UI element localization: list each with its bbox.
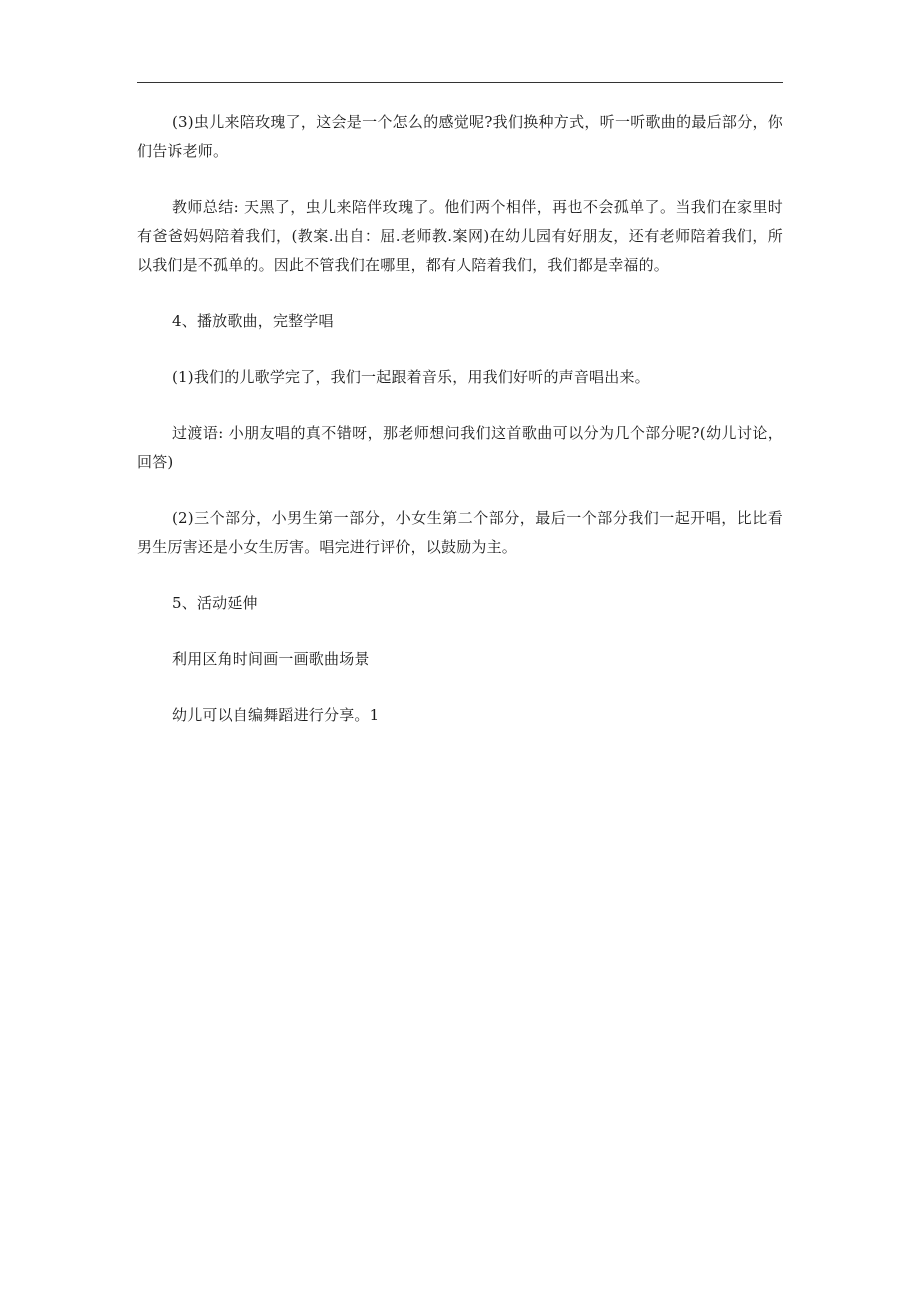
paragraph-extension-2: 幼儿可以自编舞蹈进行分享。1 [172, 706, 380, 724]
paragraph-step-1: (1)我们的儿歌学完了，我们一起跟着音乐，用我们好听的声音唱出来。 [172, 368, 650, 386]
paragraph-teacher-summary: 教师总结: 天黑了，虫儿来陪伴玫瑰了。他们两个相伴，再也不会孤单了。当我们在家里时有爸爸妈妈陪着我们，(教案.出自：屈.老师教.案网)在幼儿园有好朋友，还有老师陪着我们，所以我们是不孤单的。因此不管我们在哪里，都有人陪着我们，我们都是幸福的。 [137, 198, 783, 274]
section-heading-5: 5、活动延伸 [172, 594, 258, 612]
paragraph-question-3: (3)虫儿来陪玫瑰了，这会是一个怎么的感觉呢?我们换种方式，听一听歌曲的最后部分，你们告诉老师。 [137, 113, 783, 160]
paragraph-step-2: (2)三个部分，小男生第一部分，小女生第二个部分，最后一个部分我们一起开唱，比比看男生厉害还是小女生厉害。唱完进行评价，以鼓励为主。 [137, 509, 783, 556]
paragraph-extension-1: 利用区角时间画一画歌曲场景 [172, 650, 370, 668]
header-rule [137, 82, 783, 83]
section-heading-4: 4、播放歌曲，完整学唱 [172, 312, 334, 330]
document-body [137, 108, 783, 757]
paragraph-transition: 过渡语: 小朋友唱的真不错呀，那老师想问我们这首歌曲可以分为几个部分呢?(幼儿讨论，回答) [137, 424, 783, 471]
